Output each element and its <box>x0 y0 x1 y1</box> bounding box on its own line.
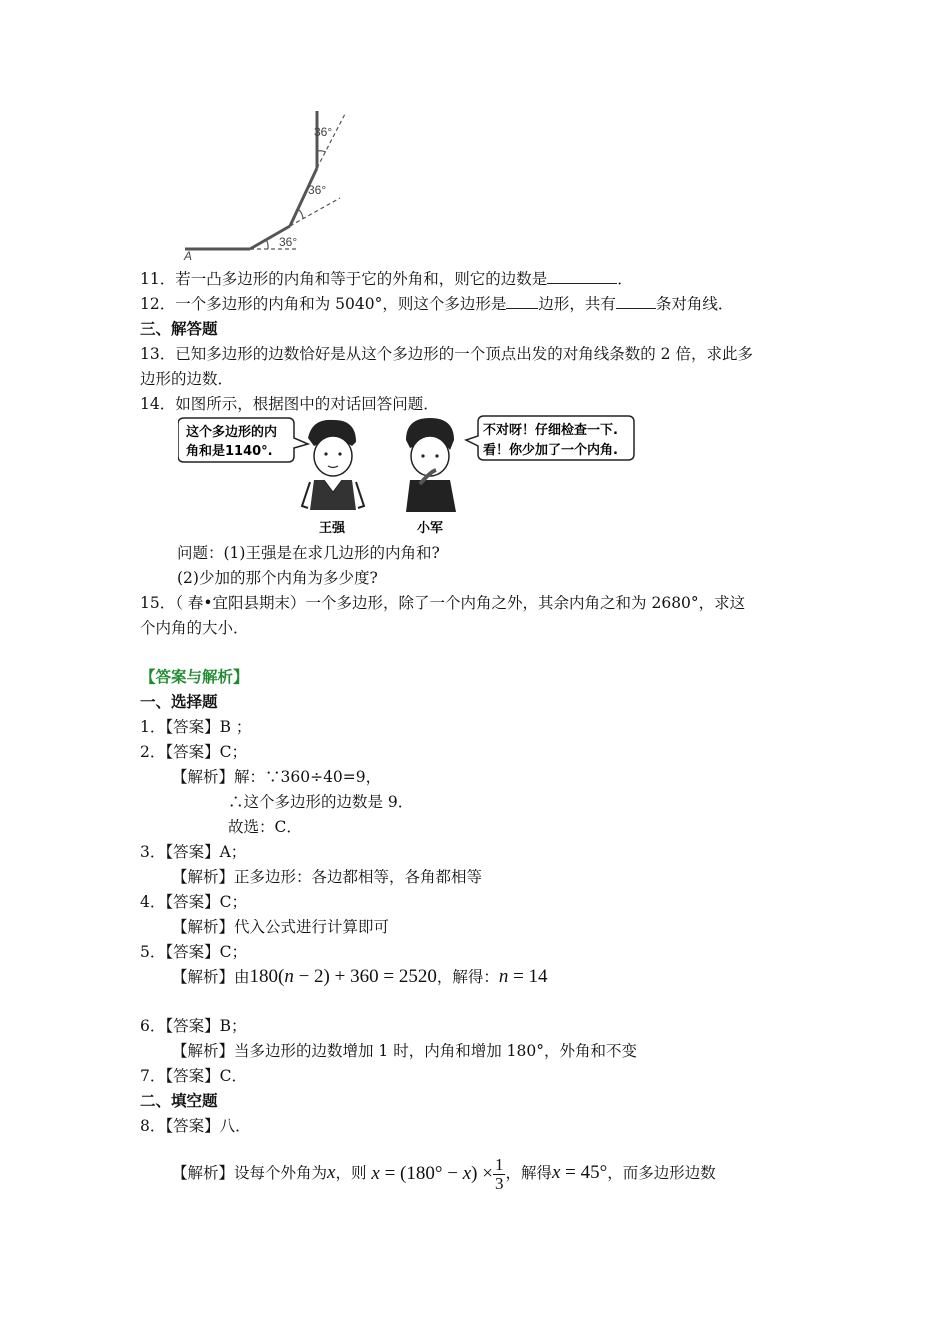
analysis-2-line-3: 故选：C． <box>228 818 302 836</box>
analysis-5: 【解析】由180(n − 2) + 360 = 2520，解得：n = 14 <box>172 966 548 987</box>
wang-qiang-figure <box>302 420 364 510</box>
angle-label-1: 36° <box>314 125 333 139</box>
question-13-line-1: 13．已知多边形的边数恰好是从这个多边形的一个顶点出发的对角线条数的 2 倍，求此多 <box>140 345 753 363</box>
bubble-left-line-1: 这个多边形的内 <box>186 425 278 440</box>
answer-3: 3．【答案】A； <box>140 843 247 861</box>
analysis-3: 【解析】正多边形：各边都相等，各角都相等 <box>172 868 483 886</box>
equation: x = (180° − x) × <box>371 1163 493 1184</box>
question-14-sub-2: (2)少加的那个内角为多少度? <box>177 569 378 587</box>
answer-2: 2．【答案】C； <box>140 743 247 761</box>
analysis-8: 【解析】设每个外角为x，则 x = (180° − x) × $\frac{1}{3}$ ，解得x = 45°，而多边形边数 <box>172 1154 716 1193</box>
question-14: 14．如图所示，根据图中的对话回答问题． <box>140 395 439 413</box>
answer-4: 4．【答案】C； <box>140 893 247 911</box>
exterior-angle-figure <box>180 108 360 263</box>
vertex-label-a: A <box>184 249 193 263</box>
section-heading-2: 二、填空题 <box>140 1091 218 1110</box>
bubble-left-line-2: 角和是1140°. <box>186 444 273 459</box>
question-15-line-2: 个内角的大小． <box>140 619 249 637</box>
name-wang-qiang: 王强 <box>319 521 346 536</box>
equation: 180(n − 2) + 360 = 2520 <box>249 966 437 987</box>
dialog-figure <box>178 414 638 539</box>
bubble-right-line-2: 看！你少加了一个内角. <box>483 443 618 458</box>
question-15-line-1: 15．（ 春•宜阳县期末）一个多边形，除了一个内角之外，其余内角之和为 2680°，求这 <box>140 594 746 612</box>
question-11: 11．若一凸多边形的内角和等于它的外角和，则它的边数是 ． <box>140 270 633 288</box>
section-heading-1: 一、选择题 <box>140 692 218 711</box>
answer-6: 6．【答案】B； <box>140 1017 247 1035</box>
answer-5: 5．【答案】C； <box>140 943 247 961</box>
question-12: 12．一个多边形的内角和为 5040°，则这个多边形是 边形，共有 条对角线． <box>140 295 734 313</box>
answer-blank <box>506 294 538 309</box>
question-14-sub-1: 问题：(1)王强是在求几边形的内角和? <box>177 544 440 562</box>
result: n = 14 <box>498 966 548 987</box>
answer-8: 8．【答案】八． <box>140 1117 251 1135</box>
bubble-right-line-1: 不对呀！仔细检查一下. <box>483 423 618 438</box>
answer-blank <box>616 294 656 309</box>
analysis-6: 【解析】当多边形的边数增加 1 时，内角和增加 180°，外角和不变 <box>172 1042 637 1060</box>
answer-7: 7．【答案】C． <box>140 1067 247 1085</box>
analysis-2-line-2: ∴这个多边形的边数是 9． <box>228 793 414 811</box>
analysis-2-line-1: 【解析】解：∵360÷40=9， <box>172 768 382 786</box>
angle-label-2: 36° <box>308 183 327 197</box>
answer-blank <box>547 269 617 284</box>
answers-title: 【答案与解析】 <box>140 667 249 686</box>
fraction-one-third: $\frac{1}{3}$ <box>494 1154 504 1193</box>
result: x = 45° <box>551 1162 608 1183</box>
angle-label-3: 36° <box>279 235 298 249</box>
name-xiao-jun: 小军 <box>417 521 444 536</box>
analysis-4: 【解析】代入公式进行计算即可 <box>172 918 390 936</box>
question-13-line-2: 边形的边数． <box>140 370 234 388</box>
section-heading-3: 三、解答题 <box>140 319 218 338</box>
answer-1: 1．【答案】B ； <box>140 718 252 736</box>
xiao-jun-figure <box>406 418 456 512</box>
